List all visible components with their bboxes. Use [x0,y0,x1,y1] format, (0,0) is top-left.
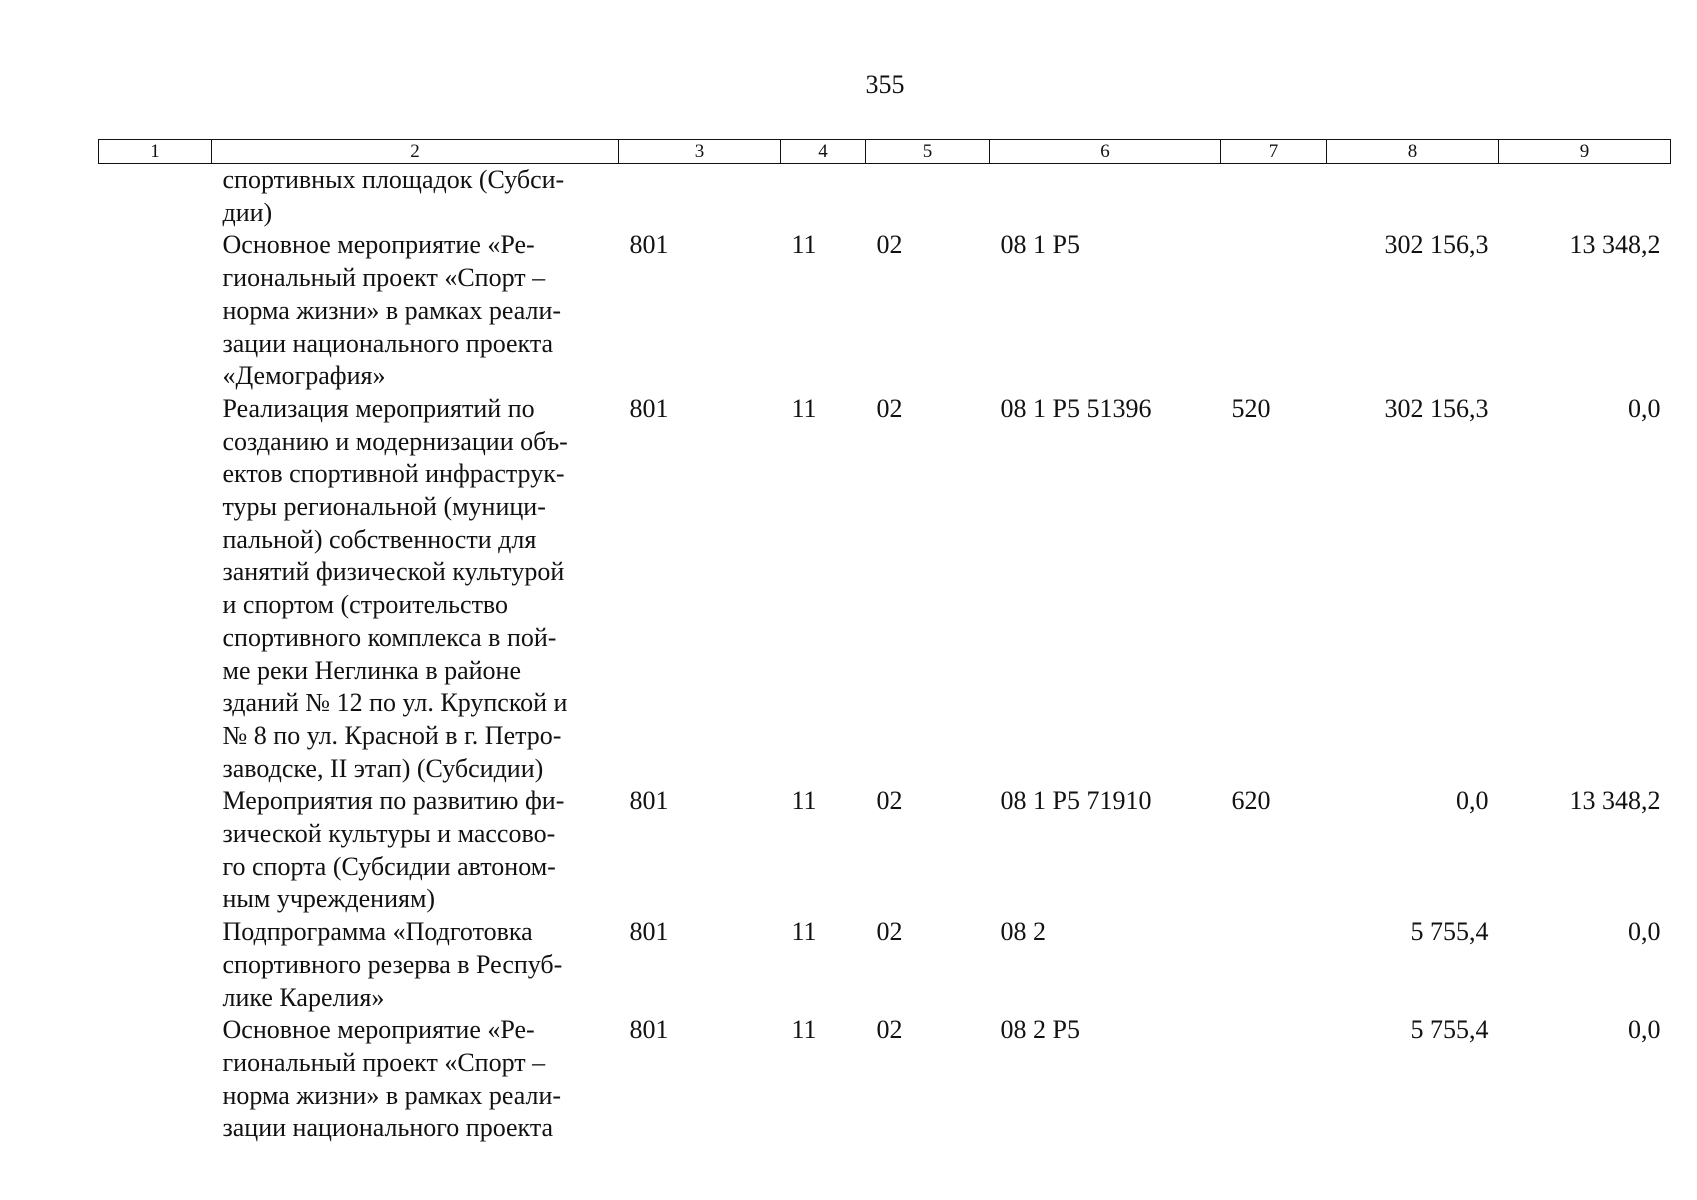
item-name-line: «Демография» [222,361,386,391]
section-cell: 11 [791,1015,817,1045]
amount-year2-cell: 13 348,2 [1569,230,1661,260]
item-name-cell [212,229,619,393]
item-name-line: дии) [222,197,273,227]
item-name-line: ектов спортивной инфраструк- [222,459,565,489]
target-article-cell: 08 2 [1000,917,1046,947]
ministry-code-cell: 801 [629,917,669,947]
target-article-cell: 08 1 P5 [1000,230,1080,260]
amount-year1-cell: 302 156,3 [1384,230,1489,260]
item-name-line: зданий № 12 по ул. Крупской и [222,688,568,718]
target-article-cell: 08 2 P5 [1000,1015,1080,1045]
item-name-line: спортивного резерва в Респуб- [222,949,563,979]
amount-year1-cell: 302 156,3 [1384,393,1489,423]
row-number-cell [99,393,212,785]
section-cell: 11 [791,917,817,947]
subsection-cell: 02 [876,786,903,816]
amount-year2-cell [1499,164,1671,230]
amount-year2-cell: 0,0 [1628,393,1661,423]
amount-year2-cell: 13 348,2 [1569,786,1661,816]
column-header-7: 7 [1221,140,1327,164]
item-name-line: Реализация мероприятий по [222,393,535,423]
ministry-code-cell: 801 [629,1015,669,1045]
table-body [99,164,1671,1146]
ministry-code-cell: 801 [629,393,669,423]
expense-type-cell [1221,164,1327,230]
table-row [99,1014,1671,1145]
subsection-cell: 02 [876,393,903,423]
item-name-cell [212,164,619,230]
item-name-cell [212,393,619,785]
amount-year2-cell: 0,0 [1628,1015,1661,1045]
section-cell: 11 [791,786,817,816]
column-header-4: 4 [781,140,866,164]
item-name-line: норма жизни» в рамках реали- [222,295,562,325]
column-header-5: 5 [866,140,990,164]
section-cell: 11 [791,393,817,423]
item-name-line: спортивных площадок (Субси- [222,165,565,194]
item-name-cell [212,916,619,1014]
target-article-cell: 08 1 P5 51396 [1000,393,1152,423]
expense-type-cell [1221,229,1327,393]
table-header [99,140,1671,164]
row-number-cell [99,229,212,393]
column-header-1: 1 [99,140,212,164]
item-name-line: спортивного комплекса в пой- [222,622,557,652]
amount-year1-cell: 5 755,4 [1410,1015,1489,1045]
item-name-line: зической культуры и массово- [222,819,556,849]
item-name-line: Мероприятия по развитию фи- [222,786,565,816]
ministry-code-cell: 801 [629,786,669,816]
section-cell [781,164,866,230]
row-number-cell [99,1014,212,1145]
amount-year1-cell: 0,0 [1456,786,1489,816]
table-row [99,393,1671,785]
table-row [99,164,1671,230]
item-name-line: и спортом (строительство [222,590,509,620]
item-name-line: занятий физической культурой [222,557,565,587]
column-header-2: 2 [212,140,619,164]
item-name-line: гиональный проект «Спорт – [222,1047,546,1077]
subsection-cell [866,164,990,230]
item-name-line: туры региональной (муници- [222,492,546,522]
item-name-line: го спорта (Субсидии автоном- [222,851,556,881]
ministry-code-cell [619,164,781,230]
item-name-cell [212,785,619,916]
item-name-line: зации национального проекта [222,1113,554,1143]
subsection-cell: 02 [876,917,903,947]
target-article-cell: 08 1 P5 71910 [1000,786,1152,816]
table-row [99,916,1671,1014]
expense-type-cell: 620 [1231,786,1271,816]
amount-year1-cell: 5 755,4 [1410,917,1489,947]
column-header-6: 6 [990,140,1221,164]
item-name-line: Основное мероприятие «Ре- [222,1015,535,1045]
page-number: 355 [865,70,905,99]
amount-year1-cell [1327,164,1499,230]
amount-year2-cell: 0,0 [1628,917,1661,947]
item-name-line: лике Карелия» [222,982,385,1012]
table-row [99,785,1671,916]
expense-type-cell: 520 [1231,393,1271,423]
row-number-cell [99,916,212,1014]
item-name-line: Основное мероприятие «Ре- [222,230,535,260]
row-number-cell [99,164,212,230]
item-name-cell [212,1014,619,1145]
subsection-cell: 02 [876,230,903,260]
column-header-3: 3 [619,140,781,164]
item-name-line: заводске, II этап) (Субсидии) [222,753,544,783]
item-name-line: ным учреждениям) [222,884,436,914]
item-name-line: гиональный проект «Спорт – [222,263,546,293]
item-name-line: зации национального проекта [222,328,554,358]
column-header-9: 9 [1499,140,1671,164]
section-cell: 11 [791,230,817,260]
item-name-line: пальной) собственности для [222,524,537,554]
header-row [99,140,1671,164]
subsection-cell: 02 [876,1015,903,1045]
item-name-line: № 8 по ул. Красной в г. Петро- [222,720,562,750]
item-name-line: ме реки Неглинка в районе [222,655,522,685]
expense-type-cell [1221,916,1327,1014]
item-name-line: Подпрограмма «Подготовка [222,917,533,947]
table-row [99,229,1671,393]
row-number-cell [99,785,212,916]
item-name-line: созданию и модернизации объ- [222,426,568,456]
column-header-8: 8 [1327,140,1499,164]
item-name-line: норма жизни» в рамках реали- [222,1080,562,1110]
ministry-code-cell: 801 [629,230,669,260]
target-article-cell [990,164,1221,230]
expense-type-cell [1221,1014,1327,1145]
budget-table [98,139,1671,1145]
